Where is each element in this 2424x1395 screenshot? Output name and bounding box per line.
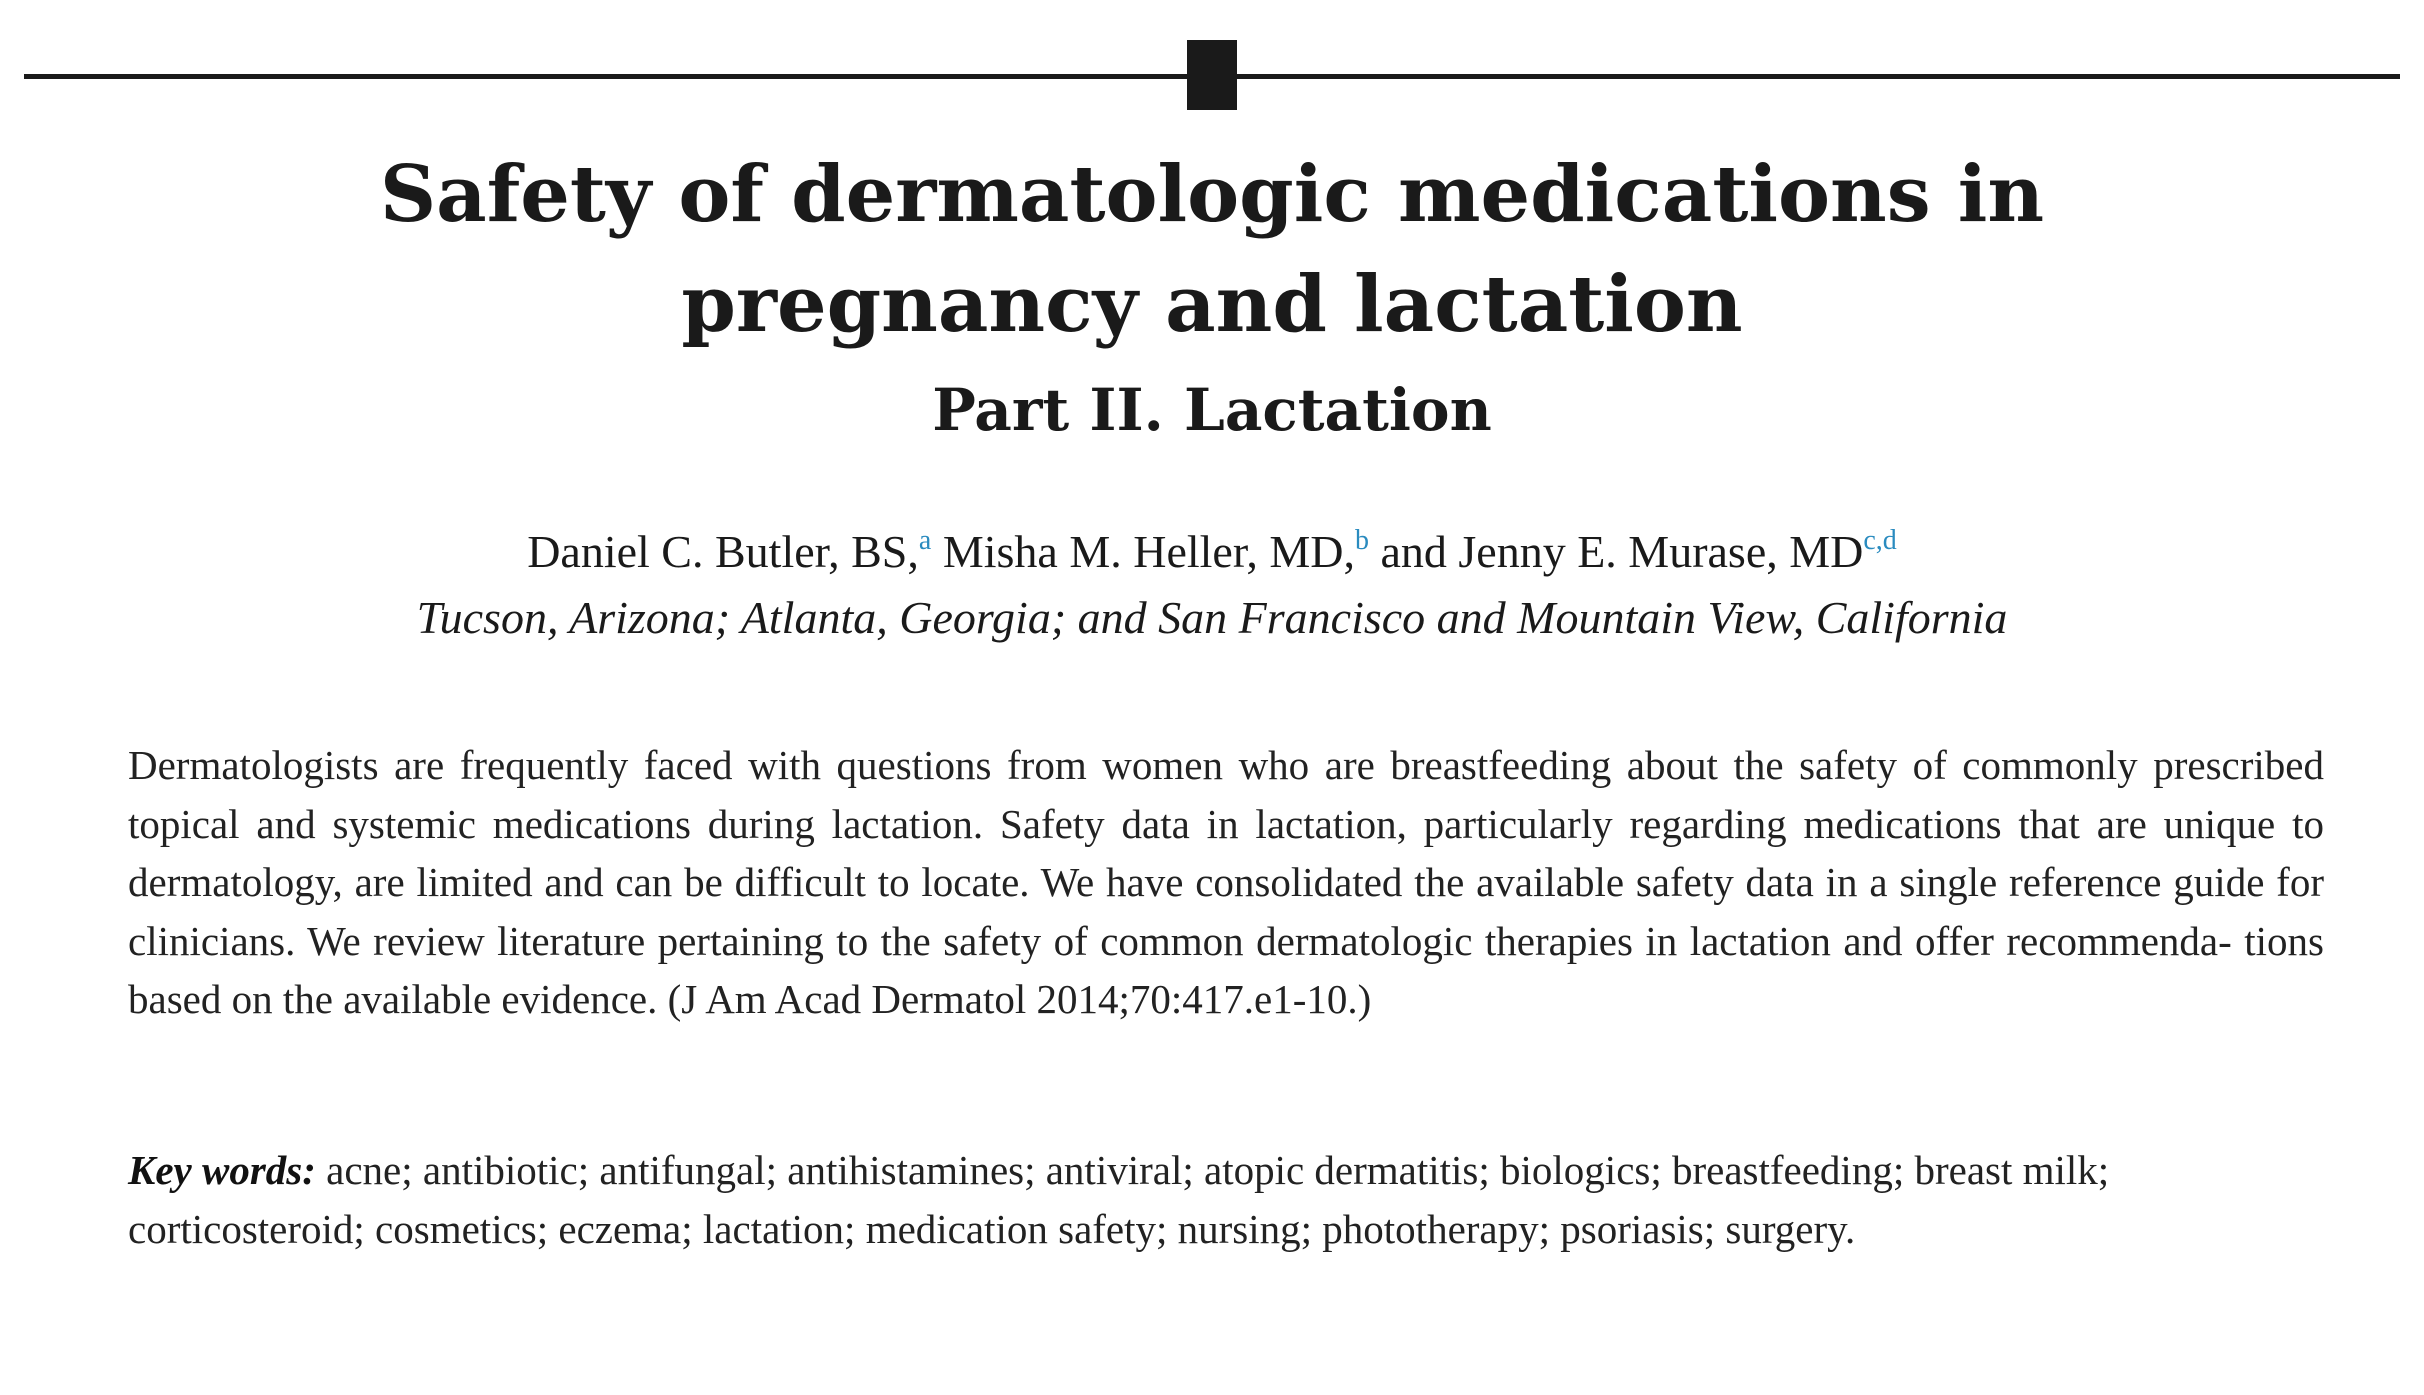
author-conjunction: and [1380,526,1447,577]
keywords-list: acne; antibiotic; antifungal; antihistamines; antiviral; atopic dermatitis; biologics; breastfeeding; breast milk; corticosteroid; cosmetics; eczema; lactation; medication safety; nursing; phototherapy; psoriasis; surgery. [128,1147,2110,1252]
author-name: Daniel C. Butler, BS, [527,526,919,577]
article-title-line-2: pregnancy and lactation [681,259,1743,350]
abstract [128,736,2324,1029]
abstract-text-end: tions based on the available evidence. ( [128,917,2324,1023]
article-title [0,140,2424,360]
author-name: Jenny E. Murase, MD [1458,526,1864,577]
journal-citation: J Am Acad Dermatol 2014;70:417.e1-10.) [681,976,1372,1023]
author-list [0,522,2424,582]
abstract-text: Dermatologists are frequently faced with questions from women who are breastfeeding about the safety of commonly prescribed topical and systemic medications during lactation. Safety data in lactation, particularly regarding medications that are unique to dermatology, are limited and can be difficult to locate. We have consolidated the available safety data in a single reference guide for clinicians. We review literature pertaining to the safety of common dermatologic therapies in lactation and offer recommenda- [128,742,2324,964]
article-title-line-1: Safety of dermatologic medications in [379,149,2045,240]
keywords [128,1141,2324,1258]
keywords-label: Key words: [128,1147,316,1193]
affiliation-marker[interactable]: a [918,525,932,556]
author-name: Misha M. Heller, MD, [942,526,1355,577]
header-rule-marker [1187,40,1237,110]
author-locations: Tucson, Arizona; Atlanta, Georgia; and San Francisco and Mountain View, California [416,592,2008,643]
affiliation-marker[interactable]: c,d [1863,525,1897,556]
article-subtitle: Part II. Lactation [932,376,1492,444]
affiliation-marker[interactable]: b [1354,525,1369,556]
